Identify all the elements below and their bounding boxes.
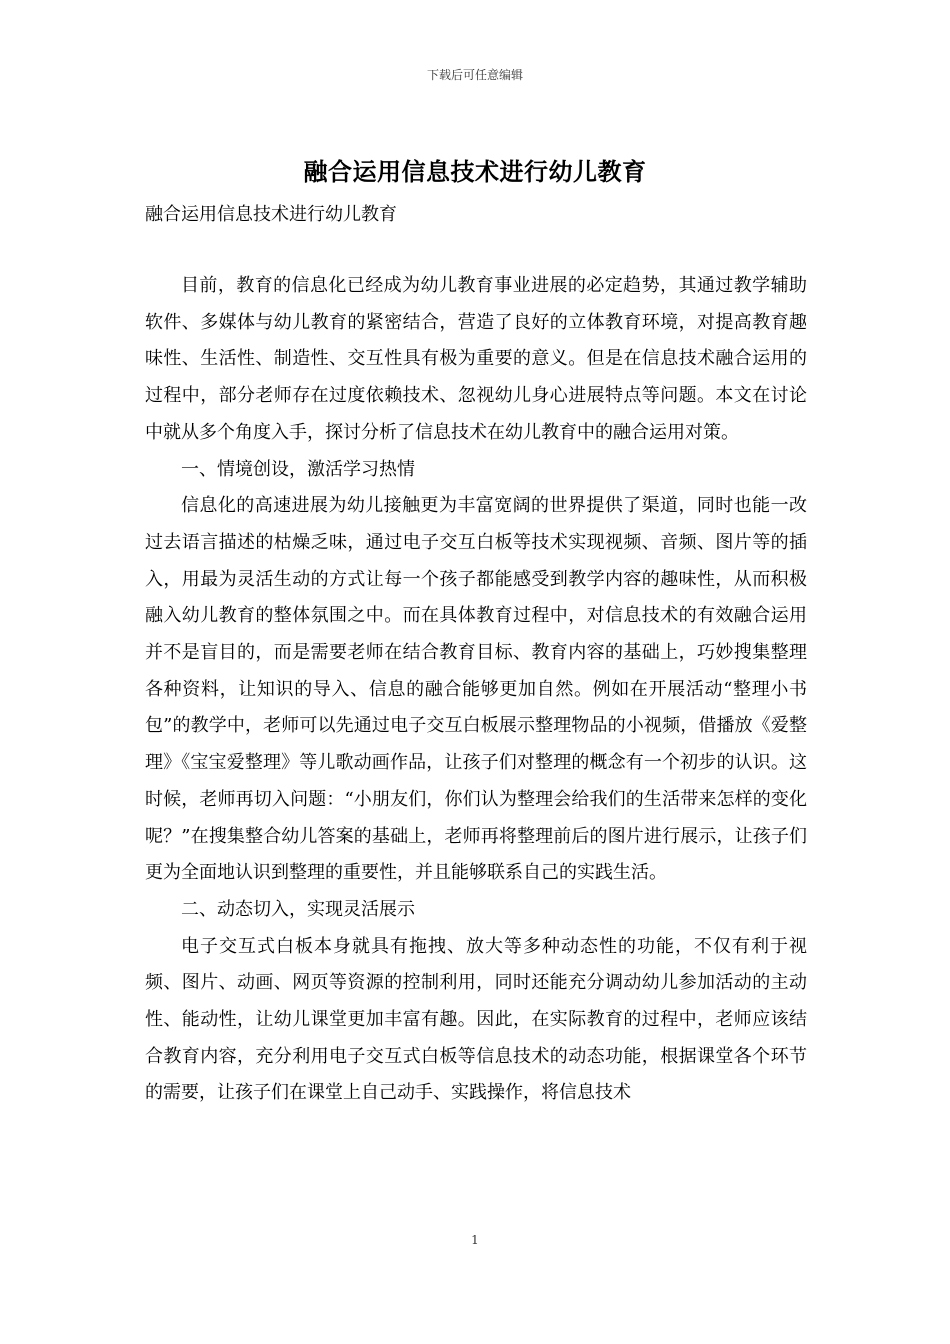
document-body [145, 268, 807, 1112]
paragraph-section-1: 信息化的高速进展为幼儿接触更为丰富宽阔的世界提供了渠道，同时也能一改过去语言描述的枯燥乏味，通过电子交互白板等技术实现视频、音频、图片等的插入，用最为灵活生动的方式让每一个孩子都能感受到教学内容的趣味性，从而积极融入幼儿教育的整体氛围之中。而在具体教育过程中，对信息技术的有效融合运用并不是盲目的，而是需要老师在结合教育目标、教育内容的基础上，巧妙搜集整理各种资料，让知识的导入、信息的融合能够更加自然。例如在开展活动“整理小书包”的教学中，老师可以先通过电子交互白板展示整理物品的小视频，借播放《爱整理》《宝宝爱整理》等儿歌动画作品，让孩子们对整理的概念有一个初步的认识。这时候，老师再切入问题：“小朋友们，你们认为整理会给我们的生活带来怎样的变化呢？”在搜集整合幼儿答案的基础上，老师再将整理前后的图片进行展示，让孩子们更为全面地认识到整理的重要性，并且能够联系自己的实践生活。 [145, 495, 807, 884]
document-title: 融合运用信息技术进行幼儿教育 [303, 157, 647, 186]
section-heading-2: 二、动态切入，实现灵活展示 [181, 898, 415, 920]
section-heading-1: 一、情境创设，激活学习热情 [181, 458, 415, 480]
paragraph-section-2: 电子交互式白板本身就具有拖拽、放大等多种动态性的功能，不仅有利于视频、图片、动画、网页等资源的控制利用，同时还能充分调动幼儿参加活动的主动性、能动性，让幼儿课堂更加丰富有趣。因此，在实际教育的过程中，老师应该结合教育内容，充分利用电子交互式白板等信息技术的动态功能，根据课堂各个环节的需要，让孩子们在课堂上自己动手、实践操作，将信息技术 [145, 935, 807, 1104]
paragraph-intro: 目前，教育的信息化已经成为幼儿教育事业进展的必定趋势，其通过教学辅助软件、多媒体与幼儿教育的紧密结合，营造了良好的立体教育环境，对提高教育趣味性、生活性、制造性、交互性具有极为重要的意义。但是在信息技术融合运用的过程中，部分老师存在过度依赖技术、忽视幼儿身心进展特点等问题。本文在讨论中就从多个角度入手，探讨分析了信息技术在幼儿教育中的融合运用对策。 [145, 275, 807, 443]
page-number: 1 [471, 1233, 479, 1247]
header-note: 下载后可任意编辑 [426, 68, 523, 82]
document-subtitle: 融合运用信息技术进行幼儿教育 [145, 204, 397, 225]
